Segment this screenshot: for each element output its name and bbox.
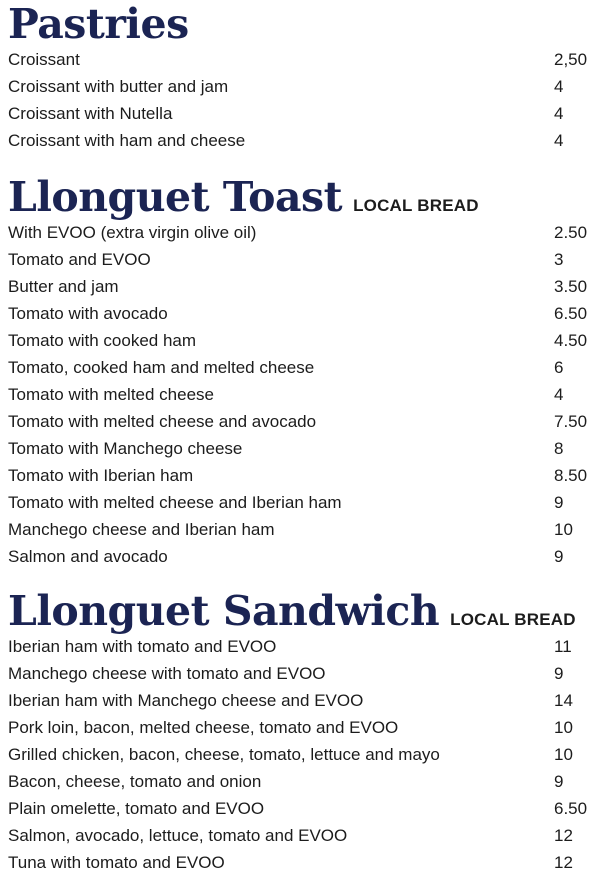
menu-item (8, 435, 594, 462)
menu-list-llonguet-toast (8, 219, 594, 570)
menu-item-name: Iberian ham with tomato and EVOO (8, 637, 277, 656)
menu-item-name: Tomato with Iberian ham (8, 466, 194, 485)
menu-item-price: 3.50 (554, 277, 588, 296)
menu-item (8, 100, 594, 127)
menu-item-price: 8 (554, 439, 564, 458)
menu-item-name: Butter and jam (8, 277, 119, 296)
menu-item-price: 12 (554, 853, 573, 872)
menu-item-price: 4 (554, 104, 564, 123)
menu-item-price: 4 (554, 385, 564, 404)
menu-item-price: 14 (554, 691, 573, 710)
menu-item-name: Tomato with Manchego cheese (8, 439, 243, 458)
menu-item-name: Tomato with melted cheese and Iberian ham (8, 493, 342, 512)
menu-item (8, 327, 594, 354)
menu-item-name: With EVOO (extra virgin olive oil) (8, 223, 257, 242)
menu-item (8, 246, 594, 273)
menu-item-price: 3 (554, 250, 564, 269)
section-header-pastries (8, 0, 189, 48)
menu-item-price: 6 (554, 358, 564, 377)
menu-item-price: 9 (554, 547, 564, 566)
menu-item-name: Tomato with melted cheese and avocado (8, 412, 317, 431)
menu-item-name: Iberian ham with Manchego cheese and EVOO (8, 691, 364, 710)
menu-item-name: Croissant with ham and cheese (8, 131, 246, 150)
menu-item-name: Bacon, cheese, tomato and onion (8, 772, 262, 791)
menu-item-price: 4 (554, 131, 564, 150)
menu-item (8, 543, 594, 570)
menu-item-price: 11 (554, 637, 572, 656)
menu-item (8, 408, 594, 435)
menu-item (8, 273, 594, 300)
menu-item (8, 300, 594, 327)
menu-item-price: 12 (554, 826, 573, 845)
menu-item-price: 2,50 (554, 50, 588, 69)
menu-item-name: Tomato with cooked ham (8, 331, 197, 350)
menu-item-name: Manchego cheese and Iberian ham (8, 520, 275, 539)
menu-item (8, 795, 594, 822)
menu-item-price: 6.50 (554, 799, 588, 818)
menu-item-price: 2.50 (554, 223, 588, 242)
menu-item (8, 127, 594, 154)
section-subtitle: LOCAL BREAD (450, 610, 576, 629)
menu-item-name: Tomato with avocado (8, 304, 168, 323)
menu-item (8, 822, 594, 849)
menu-item-price: 7.50 (554, 412, 588, 431)
menu-item-name: Croissant with Nutella (8, 104, 173, 123)
section-header-llonguet-sandwich (8, 587, 576, 635)
menu-item-price: 10 (554, 520, 573, 539)
menu-item (8, 714, 594, 741)
menu-item-price: 9 (554, 664, 564, 683)
section-title: Llonguet Toast (8, 173, 343, 221)
menu-item (8, 768, 594, 795)
menu-item-name: Tomato with melted cheese (8, 385, 214, 404)
menu-item-price: 4.50 (554, 331, 588, 350)
menu-item-name: Tomato and EVOO (8, 250, 151, 269)
menu-item (8, 633, 594, 660)
menu-item (8, 73, 594, 100)
menu-item-name: Croissant with butter and jam (8, 77, 229, 96)
menu-item (8, 516, 594, 543)
section-title: Llonguet Sandwich (8, 587, 440, 635)
menu-item-price: 10 (554, 718, 573, 737)
menu-item (8, 381, 594, 408)
section-title: Pastries (8, 0, 189, 48)
menu-item-price: 4 (554, 77, 564, 96)
menu-item-name: Grilled chicken, bacon, cheese, tomato, lettuce and mayo (8, 745, 440, 764)
menu-item-name: Tuna with tomato and EVOO (8, 853, 225, 872)
menu-item-price: 6.50 (554, 304, 588, 323)
menu-item (8, 219, 594, 246)
menu-item (8, 741, 594, 768)
menu-item-name: Salmon and avocado (8, 547, 168, 566)
menu-item-name: Manchego cheese with tomato and EVOO (8, 664, 326, 683)
menu-item-name: Pork loin, bacon, melted cheese, tomato and EVOO (8, 718, 399, 737)
section-subtitle: LOCAL BREAD (353, 196, 479, 215)
menu-item (8, 489, 594, 516)
menu-item-price: 9 (554, 772, 564, 791)
menu-item-price: 10 (554, 745, 573, 764)
menu-item (8, 849, 594, 876)
menu-item (8, 687, 594, 714)
menu-list-pastries (8, 46, 594, 154)
section-header-llonguet-toast (8, 173, 479, 221)
menu-item-name: Tomato, cooked ham and melted cheese (8, 358, 315, 377)
menu-item (8, 354, 594, 381)
menu-item (8, 660, 594, 687)
menu-item (8, 462, 594, 489)
menu-item-price: 9 (554, 493, 564, 512)
menu-item-name: Croissant (8, 50, 80, 69)
menu-item-name: Plain omelette, tomato and EVOO (8, 799, 265, 818)
menu-item-price: 8.50 (554, 466, 588, 485)
menu-item (8, 46, 594, 73)
menu-item-name: Salmon, avocado, lettuce, tomato and EVOO (8, 826, 348, 845)
menu-list-llonguet-sandwich (8, 633, 594, 876)
